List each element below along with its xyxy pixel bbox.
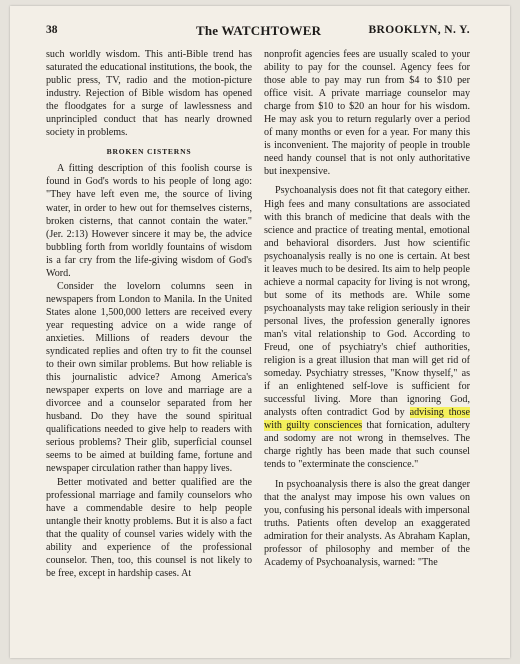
left-column xyxy=(46,48,252,580)
publication-location: BROOKLYN, N. Y. xyxy=(368,24,470,36)
left-opening-paragraph: such worldly wisdom. This anti-Bible trend has saturated the educational institutions, the book, the public press, TV, radio and the motion-picture industry. Rejection of Bible wisdom has opened the floodgates for a surge of lawlessness and unprincipled conduct that has nearly drowned society in problems. xyxy=(46,49,252,139)
section-subheading: BROKEN CISTERNS xyxy=(106,147,192,157)
highlighted-text: advising those with guilty consciences xyxy=(264,407,471,432)
magazine-masthead: The WATCHTOWER xyxy=(196,23,322,38)
left-paragraph-1: A fitting description of this foolish course is found in God's words to his people of long ago: "They have left even me, the source of living water, in order to hew out for themselves cisterns, broken cisterns, that cannot contain the water." (Jer. 2:13) However sincere it may be, the advice bubbling forth from worldly fountains of wisdom is a far cry from the life-giving wisdom of God's Word. xyxy=(46,163,252,279)
right-paragraph-1 xyxy=(264,184,470,471)
right-column xyxy=(264,48,470,569)
magazine-page xyxy=(10,6,510,658)
page-header xyxy=(46,24,470,42)
paragraph-text-before-highlight: Psychoanalysis does not fit that category either. High fees and many consultations are associated with this branch of medicine that deals with the science and practice of treating mental, emotional and behavioral disorders. Just how scientific psychoanalysis really is no one is certain. At best it leaves much to be desired. Its aim to help people achieve a normal capacity for living is not wrong, but some of its methods are. While some psychoanalysts may take religion seriously in their personal lives, the profession generally ignores man's vital relationship to God. According to Freud, one of psychiatry's chief authorities, religion is a great illusion that man will get rid of someday. Psychiatry stresses, "Know thyself," as if an enlightened self-love is sufficient for successful living. More than ignoring God, analysts often contradict God by xyxy=(264,185,470,419)
paragraph-text-after-highlight: that fornication, adultery and sodomy are not wrong in themselves. The charge rightly has been made that such counsel tends to "exterminate the conscience." xyxy=(264,420,471,471)
left-paragraph-2: Consider the lovelorn columns seen in newspapers from London to Manila. In the United States alone 1,500,000 letters are received every year requesting advice on a wide range of anxieties. Millions of readers devour the syndicated replies and often try to fit the counsel to their own similar problems. But how reliable is this journalistic advice? Among America's newspaper experts on love and marriage are a divorcee and a counselor separated from her husband. Do they have the sound spiritual qualifications needed to give help to readers with serious problems? Their glib, superficial counsel seems to be aimed at building fame, fortune and newspaper circulation rather than happy lives. xyxy=(46,280,252,475)
left-paragraph-3: Better motivated and better qualified are the professional marriage and family counselors who have a commendable desire to help people untangle their knotty problems. But it is also a fact that the quality of counsel varies widely with the ability and experience of the professional counselor. Then, too, this counsel is not likely to be free, except in hardship cases. At xyxy=(46,476,252,579)
page-number: 38 xyxy=(46,24,58,36)
right-opening-paragraph: nonprofit agencies fees are usually scaled to your ability to pay for the counsel. Agency fees for those able to pay may run from $4 to $10 per office visit. A private marriage counselor may charge from $10 to $20 an hour for his wisdom. He may ask you to return regularly over a period of many months or even for a year. For many this is inconvenient. The majority of people in trouble need handy counsel that is not only authoritative but inexpensive. xyxy=(264,49,470,178)
right-paragraph-2: In psychoanalysis there is also the great danger that the analyst may impose his own values on you, confusing his personal ideals with impersonal truths. Patients often develop an exaggerated admiration for their analysts. As Abraham Kaplan, professor of philosophy and member of the Academy of Psychoanalysis, warned: "The xyxy=(264,478,470,568)
